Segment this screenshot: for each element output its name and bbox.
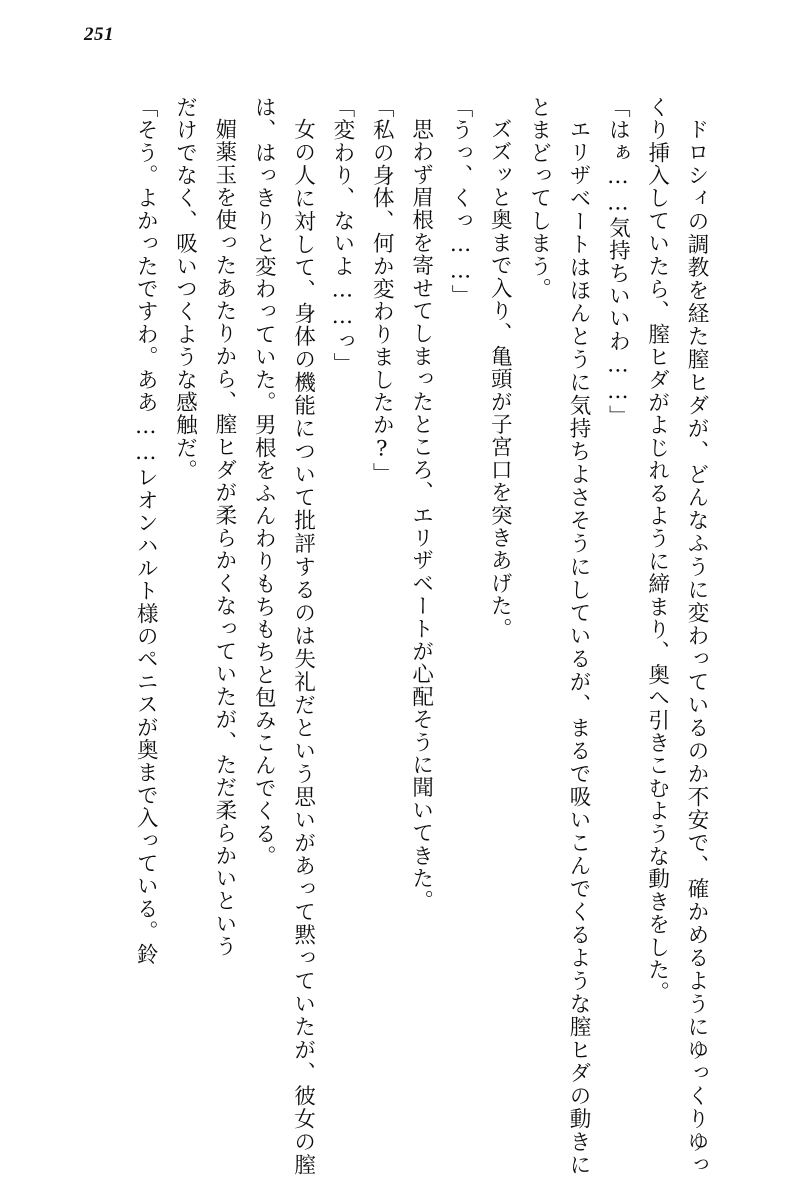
- paragraph: 「そう。よかったですわ。ああ……レオンハルト様のペニスが奥まで入っている。鈴: [133, 96, 159, 966]
- page-text-body: [36, 96, 716, 1176]
- paragraph: 「変わり、ないよ……っ」: [329, 96, 355, 376]
- paragraph: 思わず眉根を寄せてしまったところ、エリザベートが心配そうに聞いてきた。: [408, 117, 434, 912]
- paragraph: ズズッと奥まで入り、亀頭が子宮口を突きあげた。: [487, 117, 513, 640]
- paragraph: 女の人に対して、身体の機能について批評するのは失礼だという思いがあって黙っていたが、彼女の膣は、はっきりと変わっていた。男根をふんわりもちもちと包みこんでくる。: [251, 96, 316, 1176]
- paragraph: 「私の身体、何か変わりましたか?」: [369, 96, 395, 486]
- paragraph: エリザベートはほんとうに気持ちよさそうにしているが、まるで吸いこんでくるような膣ヒダの動きにとまどってしまう。: [526, 96, 591, 1176]
- paragraph: だけでなく、吸いつくような感触だ。: [172, 96, 198, 482]
- paragraph: ドロシィの調教を経た膣ヒダが、どんなふうに変わっているのか不安で、確かめるようにゆっくりゆっくり挿入していたら、膣ヒダがよじれるように締まり、奥へ引きこむような動きをした。: [644, 96, 709, 1176]
- page-number: 251: [84, 24, 114, 45]
- paragraph: 媚薬玉を使ったあたりから、膣ヒダが柔らかくなっていたが、ただ柔らかいという: [211, 117, 237, 958]
- paragraph: 「はぁ……気持ちいいわ……」: [605, 96, 631, 428]
- paragraph: 「うっ、くっ……」: [447, 96, 473, 308]
